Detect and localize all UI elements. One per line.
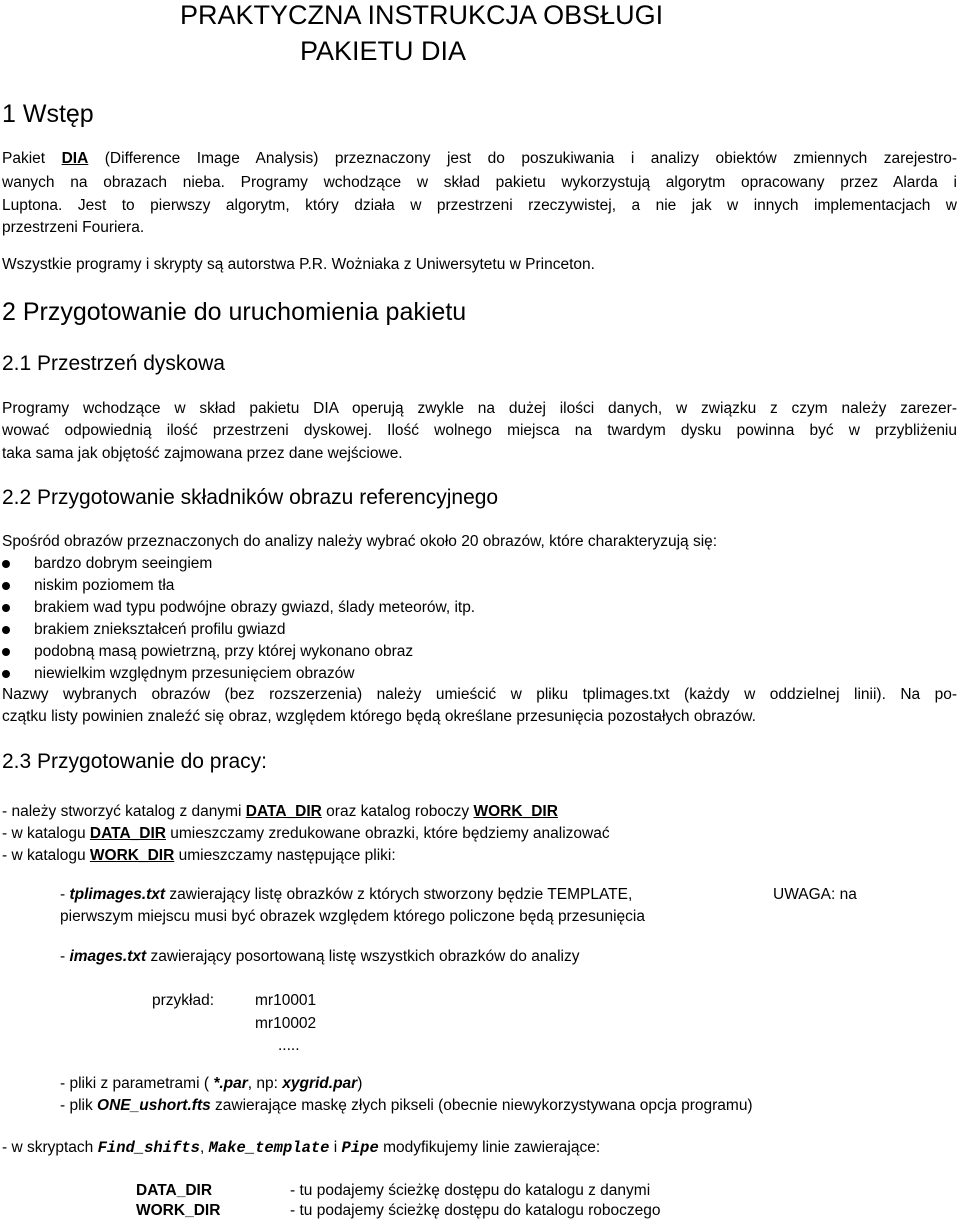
data-dir-term: DATA_DIR bbox=[245, 803, 322, 820]
document-title-line1: PRAKTYCZNA INSTRUKCJA OBSŁUGI bbox=[180, 0, 664, 30]
work-dir-term: WORK_DIR bbox=[89, 847, 175, 864]
xygrid-filename: xygrid.par bbox=[282, 1075, 358, 1092]
bullet-icon bbox=[2, 626, 10, 634]
document-title-line2: PAKIETU DIA bbox=[300, 36, 467, 66]
var-data-dir: DATA_DIR bbox=[136, 1182, 213, 1199]
work-dir-term: WORK_DIR bbox=[473, 803, 558, 820]
make-template-script: Make_template bbox=[208, 1139, 330, 1157]
var-data-dir-desc: - tu podajemy ścieżkę dostępu do katalogu z danymi bbox=[290, 1182, 651, 1199]
s21-paragraph-line3: taka sama jak objętość zajmowana przez dane wejściowe. bbox=[2, 445, 403, 462]
bullet-icon bbox=[2, 670, 10, 678]
criteria-list-item: niskim poziomem tła bbox=[2, 575, 142, 597]
section-1-heading: 1 Wstęp bbox=[2, 100, 94, 128]
var-work-dir-desc: - tu podajemy ścieżkę dostępu do katalogu roboczego bbox=[290, 1202, 661, 1219]
dia-link-term: DIA bbox=[61, 150, 89, 167]
criteria-list-item: podobną masą powietrzną, przy której wykonano obraz bbox=[2, 641, 381, 663]
criteria-list-item: niewielkim względnym przesunięciem obrazów bbox=[2, 663, 322, 685]
scripts-step: - w skryptach Find_shifts, Make_template i Pipe modyfikujemy linie zawierające: bbox=[2, 1139, 601, 1157]
tplimages-item: - tplimages.txt zawierający listę obrazków z których stworzony będzie TEMPLATE, bbox=[60, 886, 633, 903]
tplimages-item-line2: pierwszym miejscu musi być obrazek względem którego policzone będą przesunięcia bbox=[60, 908, 645, 925]
section-2-3-heading: 2.3 Przygotowanie do pracy: bbox=[2, 750, 267, 773]
criteria-list-item: bardzo dobrym seeingiem bbox=[2, 553, 180, 575]
pipe-script: Pipe bbox=[341, 1139, 379, 1157]
s22-outro-line1: Nazwy wybranych obrazów (bez rozszerzenia) należy umieścić w pliku tplimages.txt (każdy w oddzielnej linii). Na po- bbox=[2, 686, 957, 703]
tplimages-filename: tplimages.txt bbox=[69, 886, 166, 903]
s1-paragraph-line4: przestrzeni Fouriera. bbox=[2, 219, 145, 236]
s1-paragraph-line3: Luptona. Jest to pierwszy algorytm, który działa w przestrzeni rzeczywistej, a nie jak w innych implementacjach w bbox=[2, 197, 957, 214]
example-value: mr10001 bbox=[255, 992, 317, 1009]
s21-paragraph-line1: Programy wchodzące w skład pakietu DIA operują zwykle na dużej ilości danych, w związku z czym należy zarezer- bbox=[2, 400, 957, 417]
s21-paragraph-line2: wować odpowiednią ilość przestrzeni dyskowej. Ilość wolnego miejsca na twardym dysku powinna być w przybliżeniu bbox=[2, 422, 957, 439]
s1-paragraph-line1: Pakiet DIA (Difference Image Analysis) przeznaczony jest do poszukiwania i analizy obiektów zmiennych zarejestro- bbox=[2, 150, 957, 167]
section-2-1-heading: 2.1 Przestrzeń dyskowa bbox=[2, 352, 225, 375]
criteria-list-item: brakiem wad typu podwójne obrazy gwiazd, ślady meteorów, itp. bbox=[2, 597, 443, 619]
criteria-list-item: brakiem zniekształceń profilu gwiazd bbox=[2, 619, 254, 641]
example-ellipsis: ..... bbox=[278, 1037, 300, 1054]
par-files-item: - pliki z parametrami ( *.par, np: xygrid.par) bbox=[60, 1075, 363, 1092]
data-dir-term: DATA_DIR bbox=[89, 825, 166, 842]
mask-file-item: - plik ONE_ushort.fts zawierające maskę złych pikseli (obecnie niewykorzystywana opcja programu) bbox=[60, 1097, 753, 1114]
section-2-heading: 2 Przygotowanie do uruchomienia pakietu bbox=[2, 298, 467, 326]
images-filename: images.txt bbox=[69, 948, 147, 965]
dir-step-3: - w katalogu WORK_DIR umieszczamy następujące pliki: bbox=[2, 847, 396, 864]
par-pattern: *.par bbox=[213, 1075, 248, 1092]
find-shifts-script: Find_shifts bbox=[97, 1139, 200, 1157]
s22-intro: Spośród obrazów przeznaczonych do analizy należy wybrać około 20 obrazów, które charakteryzują się: bbox=[2, 533, 718, 550]
example-label: przykład: bbox=[152, 992, 215, 1009]
var-work-dir: WORK_DIR bbox=[136, 1202, 221, 1219]
mask-filename: ONE_ushort.fts bbox=[97, 1097, 211, 1114]
section-2-2-heading: 2.2 Przygotowanie składników obrazu referencyjnego bbox=[2, 486, 499, 509]
s22-outro-line2: czątku listy powinien znaleźć się obraz, względem którego będą określane przesunięcia pozostałych obrazów. bbox=[2, 708, 756, 725]
dir-step-1: - należy stworzyć katalog z danymi DATA_DIR oraz katalog roboczy WORK_DIR bbox=[2, 803, 558, 820]
bullet-icon bbox=[2, 582, 10, 590]
bullet-icon bbox=[2, 560, 10, 568]
bullet-icon bbox=[2, 648, 10, 656]
images-item: - images.txt zawierający posortowaną listę wszystkich obrazków do analizy bbox=[60, 948, 580, 965]
uwaga-note: UWAGA: na bbox=[773, 886, 857, 903]
example-value: mr10002 bbox=[255, 1015, 317, 1032]
s1-authors-line: Wszystkie programy i skrypty są autorstwa P.R. Wożniaka z Uniwersytetu w Princeton. bbox=[2, 256, 595, 273]
bullet-icon bbox=[2, 604, 10, 612]
s1-paragraph-line2: wanych na obrazach nieba. Programy wchodzące w skład pakietu wykorzystują algorytm opracowany przez Alarda i bbox=[2, 174, 957, 191]
dir-step-2: - w katalogu DATA_DIR umieszczamy zredukowane obrazki, które będziemy analizować bbox=[2, 825, 610, 842]
